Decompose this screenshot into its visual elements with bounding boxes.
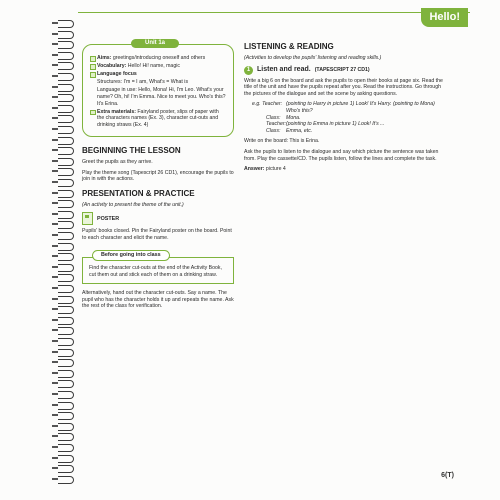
presentation-note: (An activity to present the theme of the unit.)	[82, 201, 184, 208]
binding-ring	[58, 423, 74, 431]
example-dialogue	[252, 101, 448, 134]
before-class-tab: Before going into class	[92, 250, 170, 262]
binding-ring	[58, 370, 74, 378]
presentation-heading: PRESENTATION & PRACTICE	[82, 188, 195, 198]
left-column	[82, 40, 234, 314]
binding-ring	[58, 243, 74, 251]
answer-line: Answer: picture 4	[244, 166, 286, 173]
binding-ring	[58, 349, 74, 357]
binding-ring	[58, 115, 74, 123]
aims-item: Aims: greetings/introducing oneself and others	[89, 55, 227, 62]
before-class-text: Find the character cut-outs at the end of the Activity Book, cut them out and stick each of them on a drinking straw.	[89, 265, 222, 278]
binding-ring	[58, 274, 74, 282]
binding-ring	[58, 296, 74, 304]
page-number: 6(T)	[441, 472, 454, 479]
task-title: Listen and read.	[257, 65, 311, 73]
binding-ring	[58, 285, 74, 293]
binding-ring	[58, 317, 74, 325]
binding-ring	[58, 380, 74, 388]
binding-ring	[58, 221, 74, 229]
extra-materials-item: Extra materials: Fairyland poster, slips of paper with the characters names (Ex. 3), character cut-outs and drinking straws (Ex. 4)	[89, 109, 227, 129]
binding-ring	[58, 338, 74, 346]
poster-paragraph: Pupils' books closed. Pin the Fairyland poster on the board. Point to each character and elicit the name.	[82, 228, 232, 241]
binding-ring	[58, 232, 74, 240]
binding-ring	[58, 391, 74, 399]
binding-ring	[58, 200, 74, 208]
binding-ring	[58, 62, 74, 70]
binding-ring	[58, 412, 74, 420]
binding-ring	[58, 433, 74, 441]
binding-ring	[58, 476, 74, 484]
binding-ring	[58, 158, 74, 166]
binding-ring	[58, 73, 74, 81]
binding-ring	[58, 137, 74, 145]
binding-ring	[58, 168, 74, 176]
binding-ring	[58, 455, 74, 463]
binding-ring	[58, 306, 74, 314]
dialogue-line: Class: Mona.	[266, 114, 301, 121]
task-paragraph: Write a big 6 on the board and ask the pupils to open their books at page six. Read the title of the unit and have the pupils repeat after you. Read the instructions. Go through the pictures of the dialogue and set the scene by asking questions.	[244, 77, 443, 97]
binding-ring	[58, 20, 74, 28]
language-focus-item: Language focus	[89, 71, 227, 78]
structures-text: Structures: I'm = I am, What's = What is	[97, 79, 189, 86]
beginning-paragraph-2: Play the theme song (Tapescript 26 CD1), encourage the pupils to join in with the actions.	[82, 169, 234, 183]
binding-ring	[58, 402, 74, 410]
task-number-badge: 1	[244, 66, 253, 75]
task-1-row	[244, 66, 448, 75]
dialogue-line: Class: Emma, etc.	[266, 127, 313, 134]
binding-ring	[58, 264, 74, 272]
beginning-heading: BEGINNING THE LESSON	[82, 145, 181, 155]
binding-ring	[58, 41, 74, 49]
header-rule	[78, 12, 470, 13]
unit-title-badge: Hello!	[421, 8, 468, 27]
binding-ring	[58, 94, 74, 102]
poster-label: POSTER	[97, 215, 120, 222]
dialogue-line: Teacher: (pointing to Emma in picture 1) Look! It's ...	[266, 121, 385, 128]
binding-ring	[58, 31, 74, 39]
dialogue-line: e.g. Teacher: (pointing to Harry in picture 1) Look! It's Harry. (pointing to Mona) Who's this?	[252, 101, 435, 114]
binding-ring	[58, 52, 74, 60]
listening-heading: LISTENING & READING	[244, 42, 334, 51]
binding-ring	[58, 84, 74, 92]
beginning-paragraph-1: Greet the pupils as they arrive.	[82, 158, 153, 165]
binding-ring	[58, 327, 74, 335]
vocabulary-item: Vocabulary: Hello! Hi! name, magic	[89, 63, 227, 70]
binding-ring	[58, 253, 74, 261]
poster-row	[82, 212, 234, 225]
right-column	[244, 40, 448, 178]
binding-ring	[58, 465, 74, 473]
task-tapescript-ref: (TAPESCRIPT 27 CD1)	[314, 66, 370, 73]
binding-ring	[58, 444, 74, 452]
ask-paragraph: Ask the pupils to listen to the dialogue and say which picture the sentence was taken from. Play the cassette/CD. The pupils listen, follow the lines and complete the task.	[244, 148, 439, 162]
board-line: Write on the board: This is Erina.	[244, 138, 320, 145]
binding-ring	[58, 179, 74, 187]
binding-ring	[58, 147, 74, 155]
listening-note: (Activities to develop the pupils' listening and reading skills.)	[244, 55, 382, 61]
unit-info-box	[82, 40, 234, 137]
spiral-binding	[58, 20, 74, 490]
language-in-use-text: Language in use: Hello, Mona! Hi, I'm Leo. What's your name? Oh, hi! I'm Emma. Nice to meet you. Who's this? It's Erina.	[97, 87, 226, 107]
binding-ring	[58, 359, 74, 367]
alternative-paragraph: Alternatively, hand out the character cut-outs. Say a name. The pupil who has the character holds it up and repeats the name. Ask the rest of the class for verification.	[82, 290, 234, 310]
unit-tab: Unit 1a	[131, 39, 179, 48]
before-class-box	[82, 257, 234, 284]
binding-ring	[58, 190, 74, 198]
binding-ring	[58, 211, 74, 219]
poster-icon	[82, 212, 93, 225]
binding-ring	[58, 126, 74, 134]
binding-ring	[58, 105, 74, 113]
